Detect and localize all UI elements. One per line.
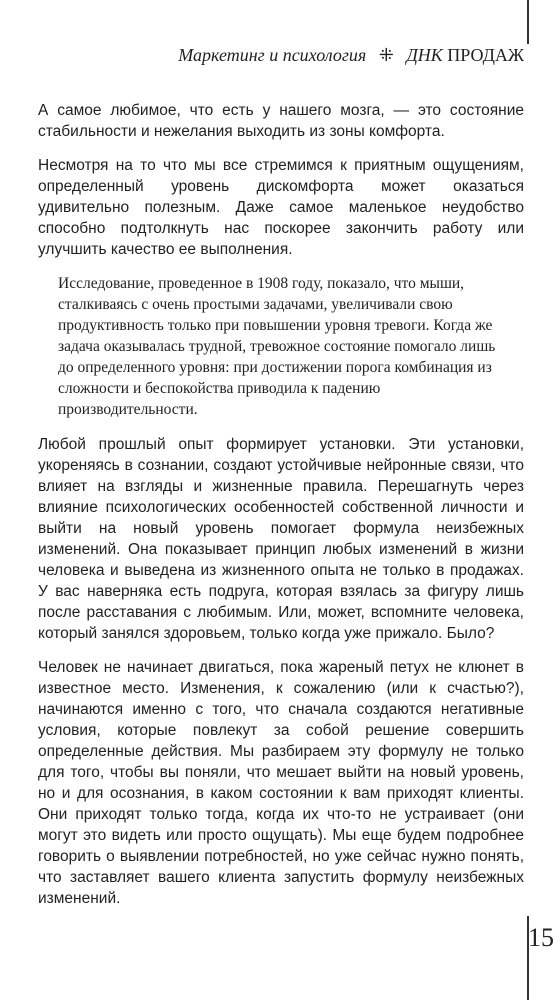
page-number: 15 (528, 923, 554, 952)
header-subject: Маркетинг и психология (178, 45, 367, 65)
header-dnk: ДНК (406, 45, 443, 65)
paragraph-1: А самое любимое, что есть у нашего мозга, — это состояние стабильности и нежелания выходить из зоны комфорта. (38, 102, 524, 140)
paragraph-2: Несмотря на то что мы все стремимся к приятным ощущениям, определенный уровень дискомфорта может оказаться удивительно полезным. Даже самое маленькое неудобство способно подтолкнуть нас поскорее закончить работу или улучшить качество ее выполнения. (38, 157, 524, 258)
header-book-title: ПРОДАЖ (447, 45, 524, 65)
header-ornament-icon: ⁜ (378, 45, 394, 65)
paragraph-3: Любой прошлый опыт формирует установки. Эти установки, укореняясь в сознании, создают устойчивые нейронные связи, что влияет на взгляды и жизненные правила. Перешагнуть через влияние психологических особенностей собственной личности и выйти на новый уровень помогает формула неизбежных изменений. Она показывает принцип любых изменений в жизни человека и выведена из жизненного опыта не только в продажах. У вас наверняка есть подруга, которая взялась за фигуру лишь после расставания с любимым. Или, может, вспомните человека, который занялся здоровьем, только когда уже прижало. Было? (38, 436, 524, 642)
paragraph-4: Человек не начинает двигаться, пока жареный петух не клюнет в известное место. Изменения, к сожалению (или к счастью?), начинаются именно с того, что сначала создаются негативные условия, которые повлекут за собой решение совершить определенные действия. Мы разбираем эту формулу не только для того, чтобы вы поняли, что мешает выйти на новый уровень, но и для осознания, в каком состоянии к вам приходят клиенты. Они приходят только тогда, когда их что-то не устраивает (они могут это видеть или просто ощущать). Мы еще будем подробнее говорить о выявлении потребностей, но уже сейчас нужно понять, что заставляет вашего клиента запустить формулу неизбежных изменений. (38, 659, 524, 907)
header-vertical-rule (527, 0, 529, 44)
page-body (38, 100, 524, 922)
running-header (178, 44, 524, 66)
research-quote: Исследование, проведенное в 1908 году, показало, что мыши, сталкиваясь с очень простыми задачами, увеличивали свою продуктивность только при повышении уровня тревоги. Когда же задача оказывалась трудной, тревожное состояние помогало лишь до определенного уровня: при достижении порога комбинация из сложности и беспокойства приводила к падению производительности. (58, 275, 496, 418)
